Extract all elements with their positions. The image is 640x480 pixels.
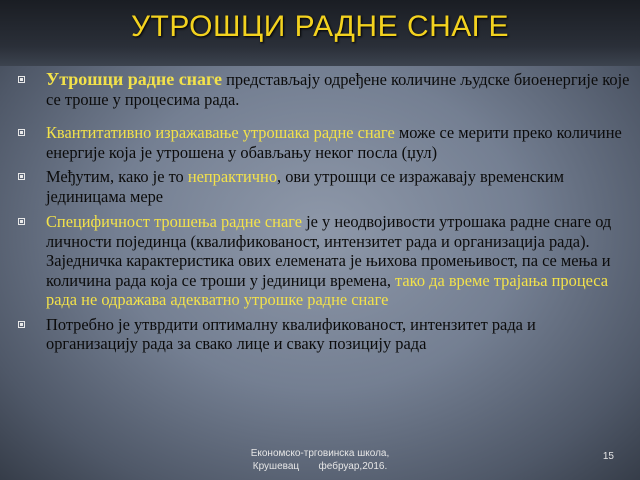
square-bullet-icon	[18, 76, 25, 83]
page-number: 15	[602, 451, 614, 462]
bullet-item	[16, 70, 630, 109]
bullet-text: је у неодвојивости утрошака радне снаге од личности појединца (квалификованост, интензитет рада и организација рада). Заједничка карактеристика ових елемената је њихова промењивост, па се мења и количина рада која се троши у јединици времена,	[46, 212, 612, 290]
bullet-text: Потребно је утврдити оптималну квалификованост, интензитет рада и организацију рада за свако лице и сваку позицију рада	[46, 314, 536, 353]
bullet-text: може се мерити преко количине енергије која је утрошена у обављању неког посла (џул)	[46, 123, 622, 162]
bullet-item	[16, 315, 630, 354]
bullet-text-highlight: Утрошци радне снаге	[46, 69, 222, 89]
bullet-text-highlight: Специфичност трошења радне снаге	[46, 212, 302, 231]
square-bullet-icon	[18, 218, 25, 225]
footer-place-date: Крушевац фебруар,2016.	[252, 461, 388, 472]
footer-school: Економско-трговинска школа,	[250, 448, 390, 459]
bullet-item	[16, 167, 630, 206]
bullet-list	[16, 70, 630, 354]
bullet-text-highlight: Квантитативно изражавање утрошака радне снаге	[46, 123, 395, 142]
bullet-text: , ови утрошци се изражавају временским јединицама мере	[46, 167, 565, 206]
bullet-text: представљају одређене количине људске биоенергије које се троше у процесима рада.	[46, 70, 630, 109]
square-bullet-icon	[18, 173, 25, 180]
bullet-item	[16, 212, 630, 310]
bullet-text-highlight: непрактично	[187, 167, 278, 186]
bullet-item	[16, 123, 630, 162]
square-bullet-icon	[18, 129, 25, 136]
square-bullet-icon	[18, 321, 25, 328]
bullet-text-highlight: тако да време трајања процеса рада не одражава адекватно утрошке радне снаге	[46, 270, 609, 309]
slide-footer	[240, 447, 400, 473]
slide-title: УТРОШЦИ РАДНЕ СНАГЕ	[130, 10, 510, 43]
bullet-text: Међутим, како је то	[46, 167, 188, 186]
